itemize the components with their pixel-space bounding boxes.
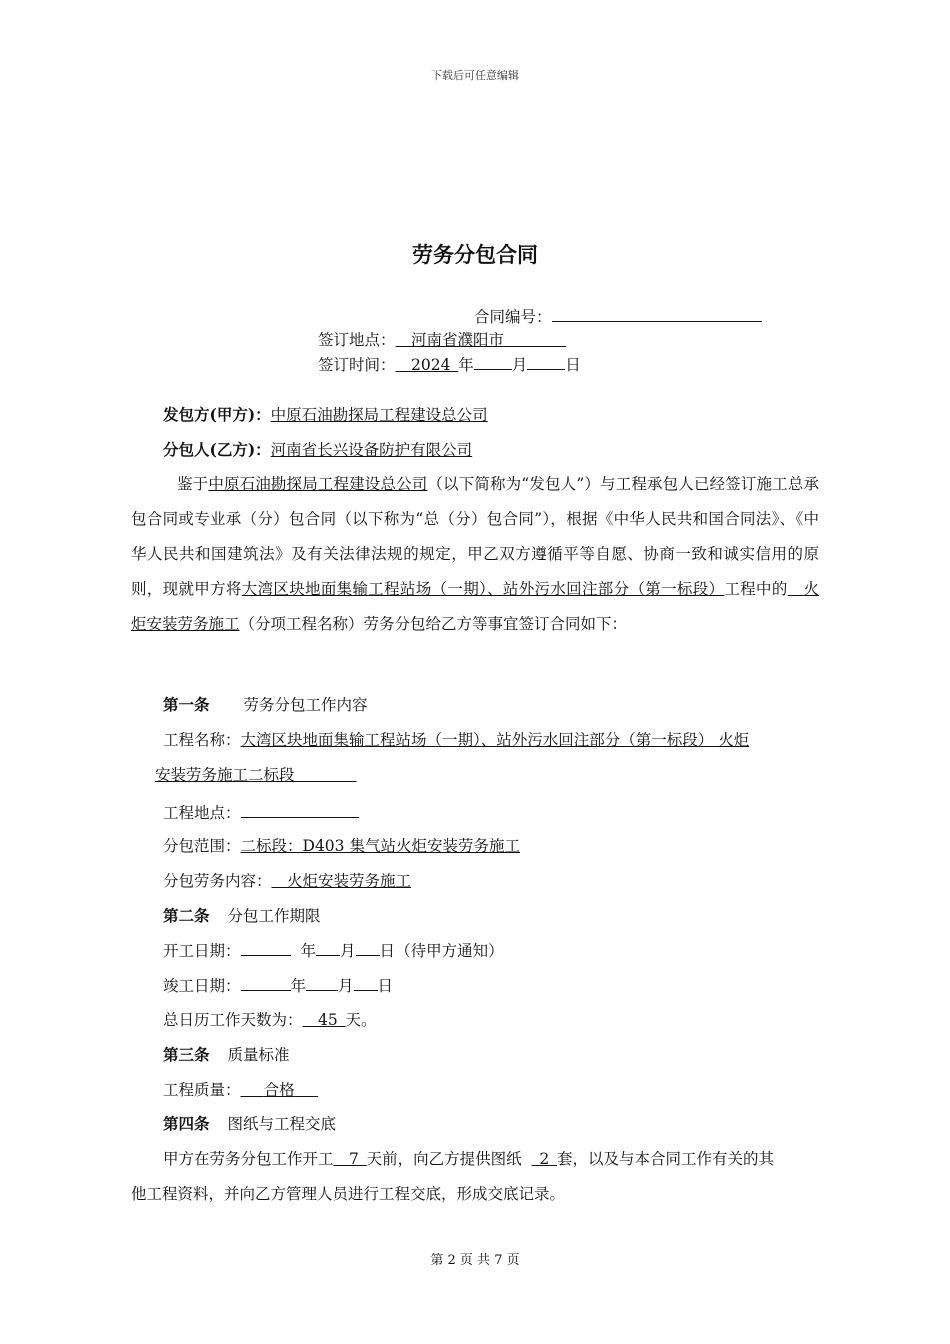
- contract-number-label: 合同编号：: [474, 308, 552, 326]
- drawings-row-2: 他工程资料，并向乙方管理人员进行工程交底，形成交底记录。: [131, 1185, 566, 1203]
- page-footer: 第 2 页 共 7 页: [430, 1253, 520, 1268]
- signing-place-label: 签订地点：: [318, 331, 396, 349]
- contract-title: 劳务分包合同: [412, 243, 538, 267]
- party-b-value: 河南省长兴设备防护有限公司: [270, 441, 473, 459]
- drawings-row-1: 甲方在劳务分包工作开工 7 天前，向乙方提供图纸 2 套，以及与本合同工作有关的其: [163, 1150, 775, 1168]
- month-unit: 月: [511, 356, 528, 374]
- project-name-value: 大湾区块地面集输工程站场（一期）、站外污水回注部分（第一标段） 火炬: [240, 731, 750, 749]
- month-blank: [474, 354, 512, 370]
- day-blank: [527, 354, 565, 370]
- signing-date-label: 签订时间：: [318, 356, 396, 374]
- drawings-days: 7: [349, 1150, 359, 1168]
- start-note: （待甲方通知）: [395, 942, 504, 960]
- calendar-days-value: 45: [318, 1011, 338, 1029]
- drawings-sets: 2: [539, 1150, 550, 1168]
- project-name-value-2: 安装劳务施工二标段: [155, 766, 295, 784]
- project-name-row: 工程名称：大湾区块地面集输工程站场（一期）、站外污水回注部分（第一标段） 火炬: [163, 731, 750, 749]
- article-1-heading: 第一条 劳务分包工作内容: [163, 695, 368, 714]
- start-day-blank: [356, 940, 380, 956]
- end-month-blank: [306, 975, 338, 991]
- party-a-row: [163, 405, 488, 425]
- signing-year: 2024: [411, 356, 451, 374]
- start-year-blank: [241, 940, 291, 956]
- party-b-label: 分包人(乙方)：: [163, 440, 271, 459]
- end-year-blank: [241, 975, 291, 991]
- end-day-blank: [354, 975, 378, 991]
- article-2-heading: 第二条 分包工作期限: [163, 906, 321, 925]
- preamble-paragraph: 鉴于中原石油勘探局工程建设总公司（以下简称为“发包人”）与工程承包人已经签订施工总承包合同或专业承（分）包合同（以下称为“总（分）包合同”），根据《中华人民共和国合同法》、《中华人民共和国建筑法》及有关法律法规的规定，甲乙双方遵循平等自愿、协商一致和诚实信用的原则，现就甲方将大湾区块地面集输工程站场（一期）、站外污水回注部分（第一标段）工程中的 火炬安装劳务施工（分项工程名称）劳务分包给乙方等事宜签订合同如下：: [131, 475, 819, 633]
- project-name-row-2: [155, 765, 357, 785]
- year-unit: 年: [458, 356, 474, 374]
- contract-number-row: [474, 306, 762, 327]
- article-3-heading: 第三条 质量标准: [163, 1045, 290, 1064]
- party-a-label: 发包方(甲方)：: [163, 405, 271, 424]
- quality-value: 合格: [263, 1081, 295, 1099]
- contract-number-blank: [552, 306, 762, 322]
- download-note: 下载后可任意编辑: [431, 69, 519, 82]
- project-site-blank: [241, 802, 359, 818]
- signing-place-value: 河南省濮阳市: [411, 331, 505, 349]
- party-a-value: 中原石油勘探局工程建设总公司: [270, 406, 488, 424]
- preamble-company: 中原石油勘探局工程建设总公司: [208, 475, 428, 493]
- signing-date-row: [318, 354, 581, 375]
- day-unit: 日: [565, 356, 581, 374]
- signing-place-row: [318, 330, 566, 350]
- scope-row: 分包范围：二标段：D403 集气站火炬安装劳务施工: [163, 837, 520, 855]
- labor-content-value: 火炬安装劳务施工: [287, 872, 412, 890]
- project-site-row: 工程地点：: [163, 802, 359, 823]
- end-date-row: 竣工日期： 年 月 日: [163, 977, 394, 995]
- calendar-days-row: 总日历工作天数为： 45 天。: [163, 1011, 377, 1029]
- labor-content-row: 分包劳务内容： 火炬安装劳务施工: [163, 872, 412, 890]
- scope-value: 二标段：D403 集气站火炬安装劳务施工: [240, 837, 520, 855]
- preamble-item: 火炬安装劳务施工: [131, 580, 819, 633]
- party-b-row: [163, 440, 472, 460]
- article-4-heading: 第四条 图纸与工程交底: [163, 1114, 337, 1133]
- preamble-project: 大湾区块地面集输工程站场（一期）、站外污水回注部分（第一标段）: [241, 580, 725, 598]
- quality-row: 工程质量： 合格: [163, 1080, 318, 1100]
- start-date-row: 开工日期： 年 月 日（待甲方通知）: [163, 942, 504, 960]
- start-month-blank: [316, 940, 340, 956]
